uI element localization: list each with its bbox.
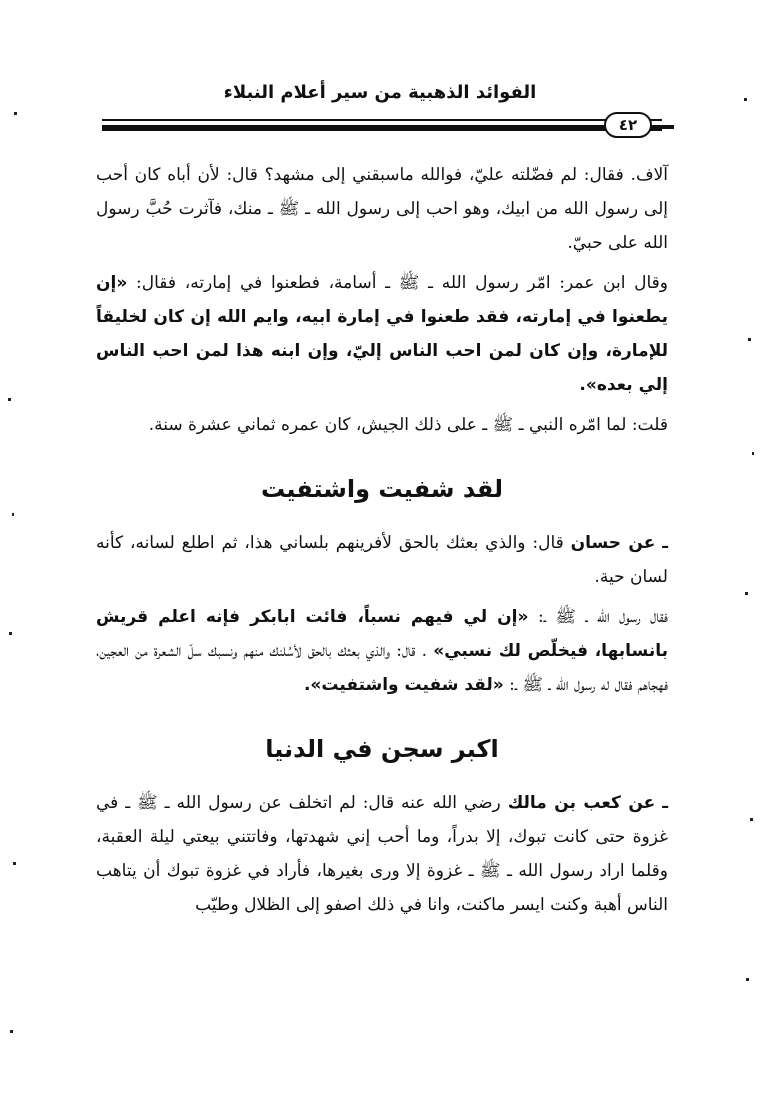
scan-mark: [13, 862, 16, 865]
paragraph-text: وقال ابن عمر: امّر رسول الله ـ ﷺ ـ أسامة، فطعنوا في إمارته، فقال:: [136, 273, 668, 293]
page-body: [96, 158, 668, 928]
paragraph: [96, 600, 668, 702]
list-dash: ـ: [662, 533, 669, 553]
paragraph-text: . قال: والذي بعثك بالحق لأسُلنك منهم ونسبك سلّ الشعرة من العجين، فهجاهم فقال له رسول الله ـ ﷺ ـ:: [96, 641, 668, 695]
narrator-name: عن كعب بن مالك: [507, 793, 656, 813]
scan-mark: [745, 592, 748, 595]
section-heading: اكبر سجن في الدنيا: [265, 735, 499, 763]
page-number: ٤٢: [604, 112, 652, 138]
scan-mark: [14, 112, 17, 115]
hadith-quote: «إن لي فيهم نسباً، فائت ابابكر فإنه اعلم قريش بانسابها، فيخلّص لك نسبي»: [96, 607, 669, 661]
scan-mark: [10, 1030, 13, 1033]
paragraph: [96, 266, 668, 402]
list-dash: ـ: [662, 793, 669, 813]
paragraph: آلاف. فقال: لم فضّلته عليّ، فوالله ماسبقني إلى مشهد؟ قال: لأن أباه كان أحب إلى رسول الله من ابيك، وهو احب إلى رسول الله ـ ﷺ ـ منك، فآثرت حُبَّ رسول الله على حبيّ.: [96, 165, 668, 253]
scan-mark: [750, 818, 753, 821]
scan-mark: [748, 338, 751, 341]
scan-mark: [746, 978, 749, 981]
paragraph: قلت: لما امّره النبي ـ ﷺ ـ على ذلك الجيش، كان عمره ثماني عشرة سنة.: [148, 415, 668, 435]
paragraph-text: فقال رسول الله ـ ﷺ ـ:: [537, 607, 668, 627]
running-title: الفوائد الذهبية من سير أعلام النبلاء: [223, 82, 537, 103]
scan-mark: [752, 452, 754, 455]
narrator-name: عن حسان: [570, 533, 656, 553]
header-rule-thick: [102, 125, 662, 131]
hadith-quote: «لقد شفيت واشتفيت».: [303, 675, 504, 695]
section-heading: لقد شفيت واشتفيت: [261, 475, 503, 503]
paragraph: [96, 786, 668, 922]
header-rule-thin: [102, 119, 662, 121]
header-rule-dash: [660, 125, 674, 129]
hadith-quote: «إن يطعنوا في إمارته، فقد طعنوا في إمارة ابيه، وايم الله إن كان لخليقاً للإمارة، وإن كان لمن احب الناس إليّ، وإن ابنه هذا لمن احب الناس إلي بعده».: [96, 273, 668, 395]
scan-mark: [12, 513, 14, 516]
scan-mark: [744, 98, 747, 101]
paragraph-text: رضي الله عنه قال: لم اتخلف عن رسول الله ـ ﷺ ـ في غزوة حتى كانت تبوك، إلا بدراً، وما أحب إني شهدتها، وفاتتني بيعتي ليلة العقبة، وقلما اراد رسول الله ـ ﷺ ـ غزوة إلا ورى بغيرها، فأراد في غزوة تبوك أن يتاهب الناس أهبة وكنت ايسر ماكنت، وانا في ذلك اصفو إلى الظلال وطيّب: [96, 793, 668, 915]
scan-mark: [9, 632, 12, 635]
paragraph: [96, 526, 668, 594]
scan-mark: [8, 398, 11, 401]
paragraph-text: قال: والذي بعثك بالحق لأفرينهم بلساني هذا، ثم اطلع لسانه، كأنه لسان حية.: [96, 533, 668, 587]
